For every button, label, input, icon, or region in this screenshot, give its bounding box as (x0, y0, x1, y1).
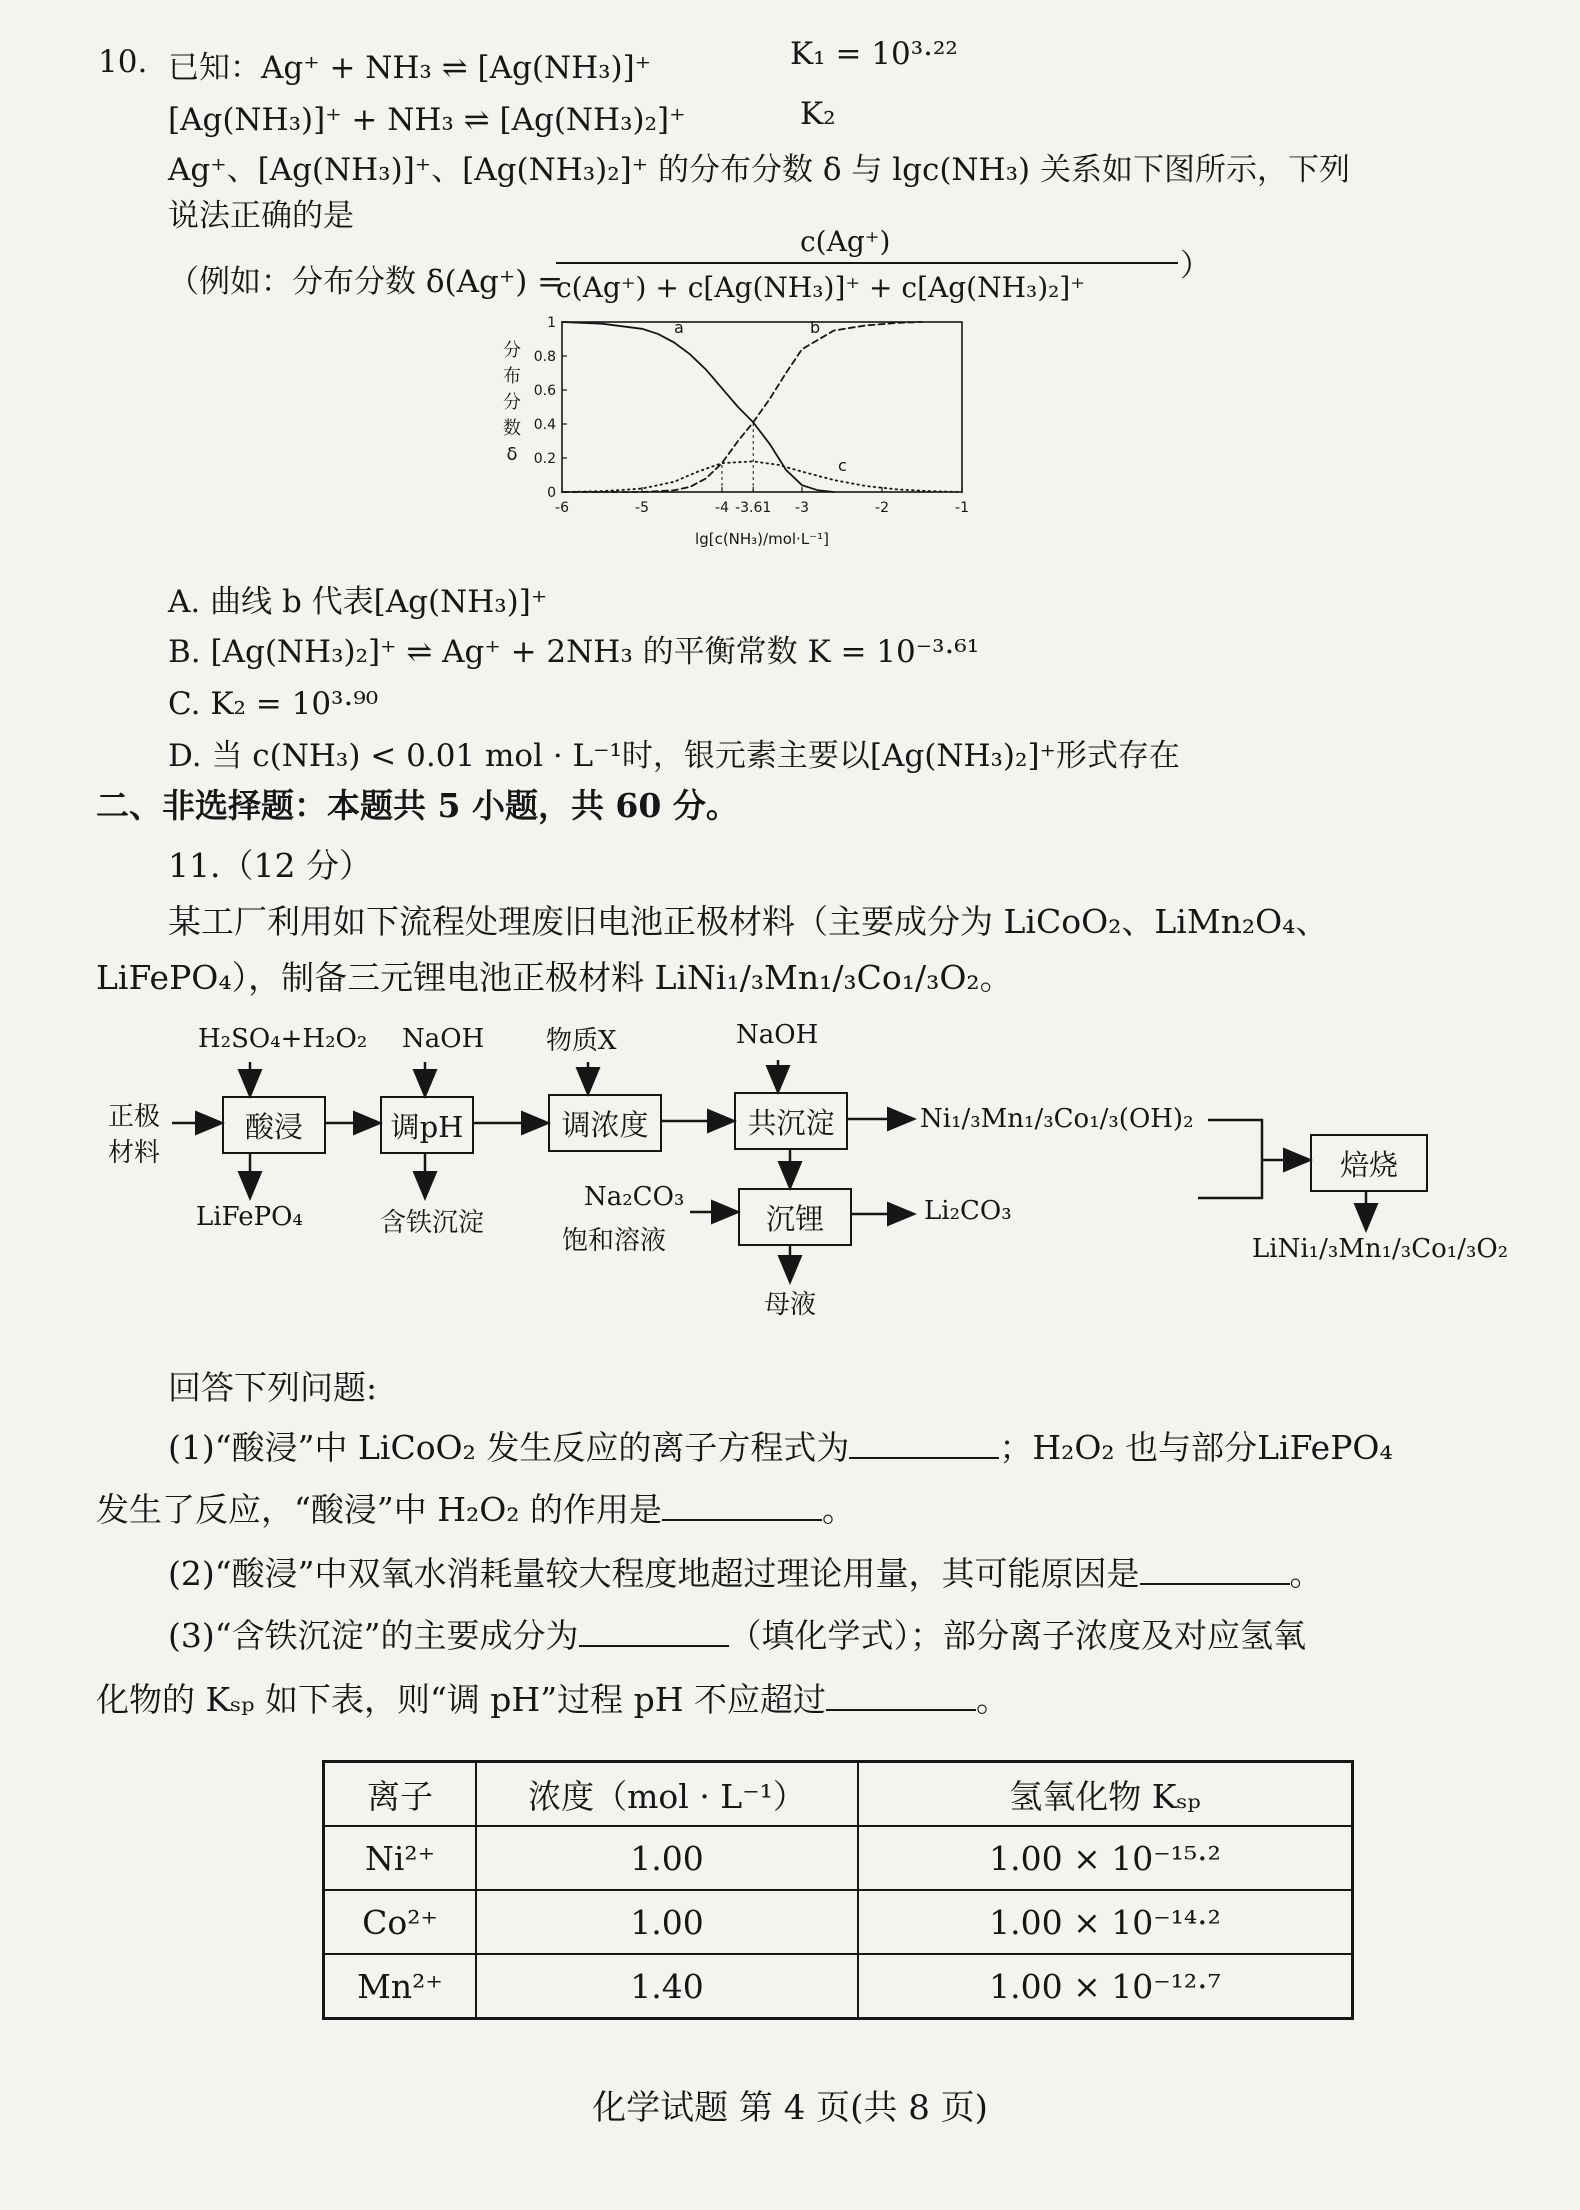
y-axis-label-char: 分 (503, 392, 521, 413)
q3-blank-2 (826, 1681, 976, 1711)
flow-reagent-naoh-2: NaOH (736, 1020, 819, 1050)
q10-option-a: A. 曲线 b 代表[Ag(NH₃)]⁺ (168, 584, 548, 620)
ksp-table (322, 1760, 1354, 2020)
x-axis-label: lg[c(NH₃)/mol·L⁻¹] (695, 530, 829, 548)
y-tick-label: 0.4 (533, 417, 556, 433)
flow-box-coprecipitate: 共沉淀 (734, 1092, 848, 1150)
flow-box-adjust-ph: 调pH (380, 1096, 474, 1154)
ksp-header-ksp: 氢氧化物 Kₛₚ (858, 1762, 1353, 1827)
flow-reagent-na2co3-line2: 饱和溶液 (562, 1226, 667, 1256)
q3-text-c: 化物的 Kₛₚ 如下表，则“调 pH”过程 pH 不应超过 (96, 1680, 826, 1719)
flow-output-li2co3: Li₂CO₃ (924, 1196, 1012, 1226)
x-tick-label: -3 (795, 500, 809, 516)
flow-output-lifepo4: LiFePO₄ (196, 1202, 303, 1232)
questions-intro: 回答下列问题: (168, 1368, 378, 1407)
q3-line2 (96, 1680, 1009, 1720)
ksp-cell-conc: 1.00 (476, 1826, 858, 1890)
flow-box-roast: 焙烧 (1310, 1134, 1428, 1192)
ksp-cell-ion: Co²⁺ (324, 1890, 477, 1954)
flow-output-iron-ppt: 含铁沉淀 (380, 1208, 485, 1238)
q10-eq2: [Ag(NH₃)]⁺ + NH₃ ⇌ [Ag(NH₃)₂]⁺ (168, 102, 686, 138)
ksp-table-header-row (324, 1762, 1353, 1827)
table-row (324, 1954, 1353, 2019)
curve-label-c: c (838, 455, 847, 475)
y-tick-label: 0.6 (533, 383, 556, 399)
q3-period: 。 (975, 1680, 1009, 1719)
flow-reagent-naoh-1: NaOH (402, 1024, 485, 1054)
flow-output-mother-liquor: 母液 (764, 1290, 817, 1320)
q3-text-a: (3)“含铁沉淀”的主要成分为 (168, 1616, 579, 1655)
flow-box-adjust-conc: 调浓度 (548, 1094, 662, 1152)
y-tick-label: 1 (547, 315, 556, 331)
x-tick-label: -2 (875, 500, 889, 516)
q1-text-c: 发生了反应，“酸浸”中 H₂O₂ 的作用是 (96, 1490, 663, 1529)
q10-intro: 已知：Ag⁺ + NH₃ ⇌ [Ag(NH₃)]⁺ (168, 50, 652, 86)
ksp-header-ion: 离子 (324, 1762, 477, 1827)
q3-line1 (168, 1616, 1306, 1656)
q2-line (168, 1554, 1323, 1594)
q10-option-b: B. [Ag(NH₃)₂]⁺ ⇌ Ag⁺ + 2NH₃ 的平衡常数 K = 10⁻³·⁶¹ (168, 634, 980, 670)
q10-option-d: D. 当 c(NH₃) < 0.01 mol · L⁻¹时，银元素主要以[Ag(NH₃)₂]⁺形式存在 (168, 738, 1180, 774)
ksp-cell-conc: 1.00 (476, 1890, 858, 1954)
flow-input-line1: 正极 (108, 1102, 161, 1132)
page-footer: 化学试题 第 4 页(共 8 页) (592, 2088, 988, 2128)
flow-output-product: LiNi₁/₃Mn₁/₃Co₁/₃O₂ (1252, 1234, 1509, 1264)
q10-k1: K₁ = 10³·²² (790, 36, 958, 72)
flow-reagent-x: 物质X (546, 1026, 617, 1056)
x-tick-label: -6 (555, 500, 569, 516)
q10-example-denominator: c(Ag⁺) + c[Ag(NH₃)]⁺ + c[Ag(NH₃)₂]⁺ (556, 271, 1086, 304)
q2-text: (2)“酸浸”中双氧水消耗量较大程度地超过理论用量，其可能原因是 (168, 1554, 1140, 1593)
y-tick-label: 0.8 (533, 349, 556, 365)
table-row (324, 1890, 1353, 1954)
q10-number: 10. (98, 44, 148, 80)
q1-line1 (168, 1428, 1393, 1468)
y-tick-label: 0 (547, 485, 556, 501)
section-2-heading: 二、非选择题：本题共 5 小题，共 60 分。 (96, 786, 739, 825)
flow-box-li-precipitate: 沉锂 (738, 1188, 852, 1246)
q11-paragraph-line1: 某工厂利用如下流程处理废旧电池正极材料（主要成分为 LiCoO₂、LiMn₂O₄、 (168, 902, 1329, 941)
q10-example-numerator: c(Ag⁺) (800, 225, 891, 258)
q2-period: 。 (1289, 1554, 1323, 1593)
flow-reagent-na2co3: Na₂CO₃ (584, 1182, 685, 1212)
ksp-cell-ksp: 1.00 × 10⁻¹²·⁷ (858, 1954, 1353, 2019)
q2-blank (1140, 1555, 1290, 1585)
flow-output-hydroxide: Ni₁/₃Mn₁/₃Co₁/₃(OH)₂ (920, 1104, 1194, 1134)
q3-blank-1 (579, 1617, 729, 1647)
ksp-cell-ion: Mn²⁺ (324, 1954, 477, 2019)
q1-blank-2 (662, 1491, 822, 1521)
x-tick-label: -4 (715, 500, 729, 516)
q1-period: 。 (822, 1490, 856, 1529)
q10-option-c: C. K₂ = 10³·⁹⁰ (168, 686, 379, 722)
ksp-cell-ion: Ni²⁺ (324, 1826, 477, 1890)
q10-stem-line1: Ag⁺、[Ag(NH₃)]⁺、[Ag(NH₃)₂]⁺ 的分布分数 δ 与 lgc(NH₃) 关系如下图所示，下列 (168, 152, 1350, 188)
x-tick-label: -3.61 (735, 500, 772, 516)
q10-example-suffix: ） (1180, 248, 1211, 284)
x-tick-label: -1 (955, 500, 969, 516)
flow-reagent-acid: H₂SO₄+H₂O₂ (198, 1024, 368, 1054)
table-row (324, 1826, 1353, 1890)
q1-text-b: ；H₂O₂ 也与部分LiFePO₄ (999, 1428, 1393, 1467)
q11-paragraph-line2: LiFePO₄），制备三元锂电池正极材料 LiNi₁/₃Mn₁/₃Co₁/₃O₂。 (96, 958, 1013, 997)
curve-label-b: b (810, 318, 821, 338)
q1-text-a: (1)“酸浸”中 LiCoO₂ 发生反应的离子方程式为 (168, 1428, 850, 1467)
y-axis-label-char: 数 (503, 418, 521, 439)
q11-title: 11.（12 分） (168, 846, 372, 885)
y-axis-label-char: 分 (503, 340, 521, 361)
q3-text-b: （填化学式）；部分离子浓度及对应氢氧 (728, 1616, 1306, 1655)
q1-blank-1 (849, 1429, 999, 1459)
q10-stem-line2: 说法正确的是 (168, 198, 354, 234)
q1-line2 (96, 1490, 855, 1530)
flow-box-acid-leach: 酸浸 (222, 1096, 326, 1154)
flow-input-line2: 材料 (108, 1138, 161, 1168)
ksp-cell-ksp: 1.00 × 10⁻¹⁵·² (858, 1826, 1353, 1890)
x-tick-label: -5 (635, 500, 649, 516)
q10-k2: K₂ (800, 96, 836, 132)
y-tick-label: 0.2 (533, 451, 556, 467)
q10-example-prefix: （例如：分布分数 δ(Ag⁺) = (168, 264, 564, 300)
curve-label-a: a (674, 318, 684, 338)
ksp-cell-ksp: 1.00 × 10⁻¹⁴·² (858, 1890, 1353, 1954)
ksp-cell-conc: 1.40 (476, 1954, 858, 2019)
y-axis-label-char: 布 (503, 366, 521, 387)
ksp-header-conc: 浓度（mol · L⁻¹） (476, 1762, 858, 1827)
y-axis-label-char: δ (506, 444, 518, 465)
